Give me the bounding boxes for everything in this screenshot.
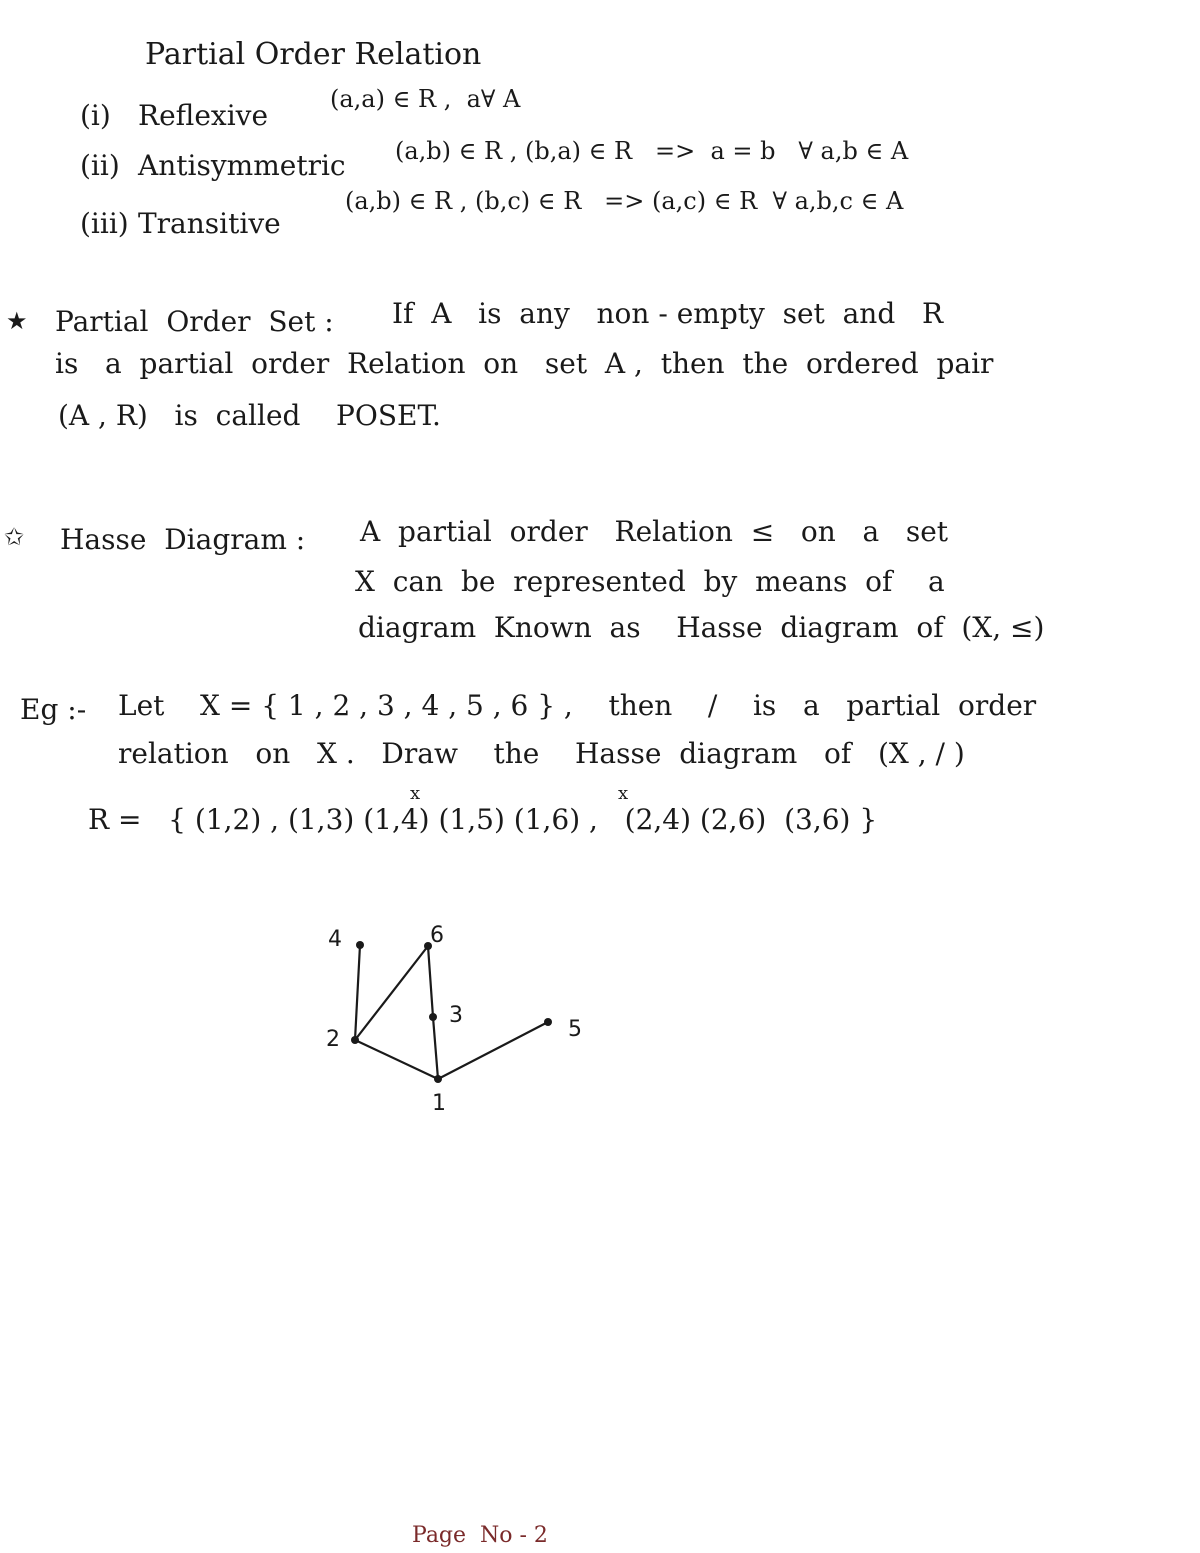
node-1 xyxy=(434,1075,442,1083)
property-3-number: (iii) xyxy=(80,207,129,240)
property-2-name: Antisymmetric xyxy=(138,149,346,182)
property-3-rule: (a,b) ∈ R , (b,c) ∈ R => (a,c) ∈ R ∀ a,b,c ∈ A xyxy=(345,187,904,215)
page-title: Partial Order Relation xyxy=(145,37,482,72)
hasse-text-line-1: A partial order Relation ≤ on a set xyxy=(360,515,949,548)
node-5 xyxy=(544,1018,552,1026)
poset-text-line-3: (A , R) is called POSET. xyxy=(58,399,441,432)
edge-3-6 xyxy=(428,946,433,1017)
poset-text-line-2: is a partial order Relation on set A , then the ordered pair xyxy=(55,347,994,380)
star-icon: ★ xyxy=(6,307,28,335)
label-node-2: 2 xyxy=(326,1027,340,1052)
label-node-5: 5 xyxy=(568,1017,582,1042)
label-node-6: 6 xyxy=(430,923,444,948)
relation-set: R = { (1,2) , (1,3) (1,4) (1,5) (1,6) , (2,4) (2,6) (3,6) } xyxy=(88,803,878,836)
poset-text-line-1: If A is any non - empty set and R xyxy=(392,297,944,330)
label-node-1: 1 xyxy=(432,1091,446,1116)
example-label: Eg :- xyxy=(20,693,87,726)
example-line-1: Let X = { 1 , 2 , 3 , 4 , 5 , 6 } , then / is a partial order xyxy=(118,689,1037,722)
page-number: Page No - 2 xyxy=(412,1523,548,1548)
edge-1-2 xyxy=(355,1040,438,1079)
star-outline-icon: ✩ xyxy=(4,523,25,551)
edge-1-3 xyxy=(433,1017,438,1079)
cross-mark-1: x xyxy=(410,783,421,804)
property-1-rule: (a,a) ∈ R , a∀ A xyxy=(330,85,521,113)
poset-heading: Partial Order Set : xyxy=(55,305,334,338)
hasse-text-line-3: diagram Known as Hasse diagram of (X, ≤) xyxy=(358,611,1045,644)
property-3-name: Transitive xyxy=(138,207,281,240)
label-node-3: 3 xyxy=(449,1003,463,1028)
cross-mark-2: x xyxy=(618,783,629,804)
property-1-number: (i) xyxy=(80,99,111,132)
node-3 xyxy=(429,1013,437,1021)
edge-2-4 xyxy=(355,945,360,1040)
edge-1-5 xyxy=(438,1022,548,1079)
node-4 xyxy=(356,941,364,949)
label-node-4: 4 xyxy=(328,927,342,952)
example-line-2: relation on X . Draw the Hasse diagram of (X , / ) xyxy=(118,737,965,770)
property-2-number: (ii) xyxy=(80,149,120,182)
edge-2-6 xyxy=(355,946,428,1040)
hasse-text-line-2: X can be represented by means of a xyxy=(355,565,945,598)
hasse-heading: Hasse Diagram : xyxy=(60,523,306,556)
property-2-rule: (a,b) ∈ R , (b,a) ∈ R => a = b ∀ a,b ∈ A xyxy=(395,137,909,165)
node-2 xyxy=(351,1036,359,1044)
property-1-name: Reflexive xyxy=(138,99,269,132)
